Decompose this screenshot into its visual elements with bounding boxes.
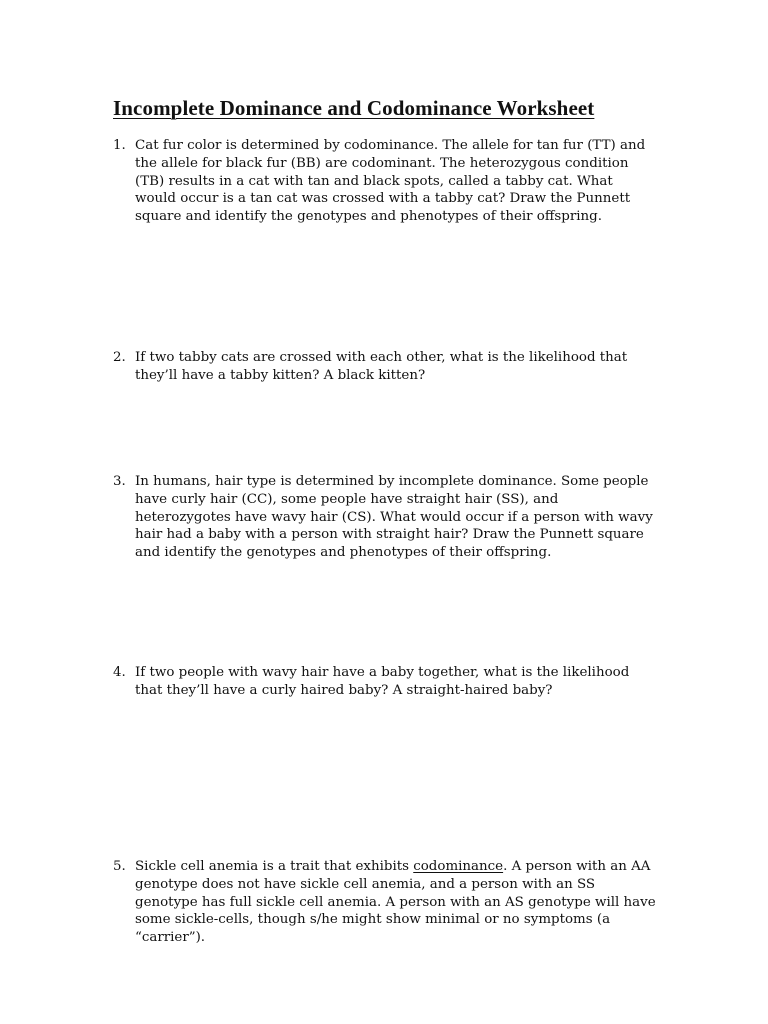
question-5: [113, 858, 658, 947]
question-1-text: Cat fur color is determined by codominance. The allele for tan fur (TT) and the allele for black fur (BB) are codominant. The heterozygous condition (TB) results in a cat with tan and black spots, called a tabby cat. What would occur is a tan cat was crossed with a tabby cat? Draw the Punnett square and identify the genotypes and phenotypes of their offspring.: [135, 138, 646, 225]
question-1: [113, 137, 658, 226]
question-5-number: 5.: [113, 859, 126, 874]
question-2-text: If two tabby cats are crossed with each other, what is the likelihood that they’ll have a tabby kitten? A black kitten?: [135, 350, 628, 383]
question-5-text-start: Sickle cell anemia is a trait that exhibits: [135, 859, 414, 874]
question-3-number: 3.: [113, 474, 126, 489]
question-3: [113, 473, 658, 562]
question-5-text-end: . A person with an AA genotype does not have sickle cell anemia, and a person with an SS genotype has full sickle cell anemia. A person with an AS genotype will have some sickle-cells, though s/he might show minimal or no symptoms (a “carrier”).: [135, 859, 656, 946]
worksheet-title: Incomplete Dominance and Codominance Worksheet: [113, 96, 595, 120]
underlined-term: codominance: [413, 859, 504, 874]
question-4-text: If two people with wavy hair have a baby together, what is the likelihood that they’ll have a curly haired baby? A straight-haired baby?: [135, 665, 630, 698]
question-2-number: 2.: [113, 350, 126, 365]
question-4: [113, 664, 658, 700]
question-4-number: 4.: [113, 665, 126, 680]
question-5-text: [135, 858, 658, 947]
question-1-number: 1.: [113, 138, 126, 153]
question-3-text: In humans, hair type is determined by incomplete dominance. Some people have curly hair (CC), some people have straight hair (SS), and heterozygotes have wavy hair (CS). What would occur if a person with wavy hair had a baby with a person with straight hair? Draw the Punnett square and identify the genotypes and phenotypes of their offspring.: [135, 474, 653, 561]
question-2: [113, 349, 658, 385]
